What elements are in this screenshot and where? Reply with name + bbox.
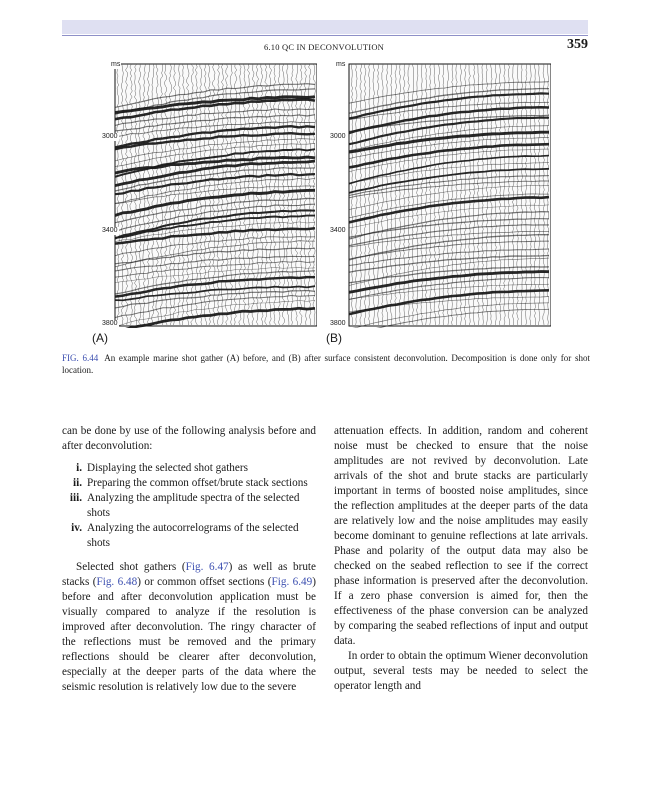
- list-item: iii. Analyzing the amplitude spectra of the selected shots: [69, 492, 300, 519]
- list-item: i. Displaying the selected shot gathers: [76, 462, 248, 474]
- right-column: [334, 424, 588, 694]
- time-axis-unit-label: ms: [336, 61, 346, 68]
- figure-link-6-48[interactable]: Fig. 6.48: [96, 576, 138, 588]
- header-rule: [62, 35, 588, 36]
- time-tick-3000: 3000: [102, 133, 118, 140]
- figure-link-6-49[interactable]: Fig. 6.49: [271, 576, 313, 588]
- panel-label-a: (A): [92, 331, 108, 345]
- figure-link-6-47[interactable]: Fig. 6.47: [185, 561, 229, 573]
- list-item: ii. Preparing the common offset/brute stack sections: [72, 477, 308, 489]
- analysis-list: [62, 461, 316, 551]
- page-number: 359: [567, 37, 588, 52]
- time-tick-3000: 3000: [330, 133, 346, 140]
- time-tick-3800: 3800: [102, 320, 118, 327]
- time-tick-3800: 3800: [330, 320, 346, 327]
- shot-gather-before-image: [74, 60, 317, 328]
- body-paragraph: In order to obtain the optimum Wiener deconvolution output, several tests may be needed to select the operator length and: [334, 650, 588, 692]
- figure-number: FIG. 6.44: [62, 353, 99, 363]
- caption-text: An example marine shot gather (A) before, and (B) after surface consistent deconvolution. Decomposition is done only for shot location.: [62, 353, 590, 375]
- seismic-panel-b: [308, 60, 551, 348]
- panel-label-b: (B): [326, 331, 342, 345]
- seismic-panel-a: [74, 60, 317, 348]
- time-axis-unit-label: ms: [111, 61, 121, 68]
- left-column: [62, 424, 316, 695]
- list-item: iv. Analyzing the autocorrelograms of the selected shots: [71, 522, 299, 549]
- time-tick-3400: 3400: [102, 227, 118, 234]
- header-band: [62, 20, 588, 34]
- running-head: 6.10 QC IN DECONVOLUTION: [263, 42, 384, 52]
- intro-paragraph: can be done by use of the following analysis before and after deconvolution:: [62, 425, 316, 452]
- figure-caption: [62, 352, 590, 376]
- time-tick-3400: 3400: [330, 227, 346, 234]
- shot-gather-after-image: [308, 60, 551, 328]
- body-paragraph: Selected shot gathers (Fig. 6.47) as well as brute stacks (Fig. 6.48) or common offset sections (Fig. 6.49) before and after deconvolution application must be visually compared to analyze if the resolution is improved after deconvolution. The ringy character of the reflections must be removed and the primary reflections should be clearer after deconvolution, especially at the deeper parts of the data where the seismic resolution is relatively low due to the severe: [62, 561, 316, 693]
- body-paragraph: attenuation effects. In addition, random and coherent noise must be checked to ensure that the noise amplitudes are not revived by deconvolution. Late arrivals of the shot and brute stacks are particularly important in terms of boosted noise amplitudes, since the reflection amplitudes at the deeper parts of the data are relatively low and the noise amplitudes may easily become dominant to genuine reflections at late arrivals. Phase and polarity of the output data may also be checked on the seabed reflection to see if the correct phase information is preserved after the deconvolution. If a zero phase conversion is aimed for, then the effectiveness of the phase conversion can be analyzed by comparing the seabed reflections of input and output data.: [334, 425, 588, 647]
